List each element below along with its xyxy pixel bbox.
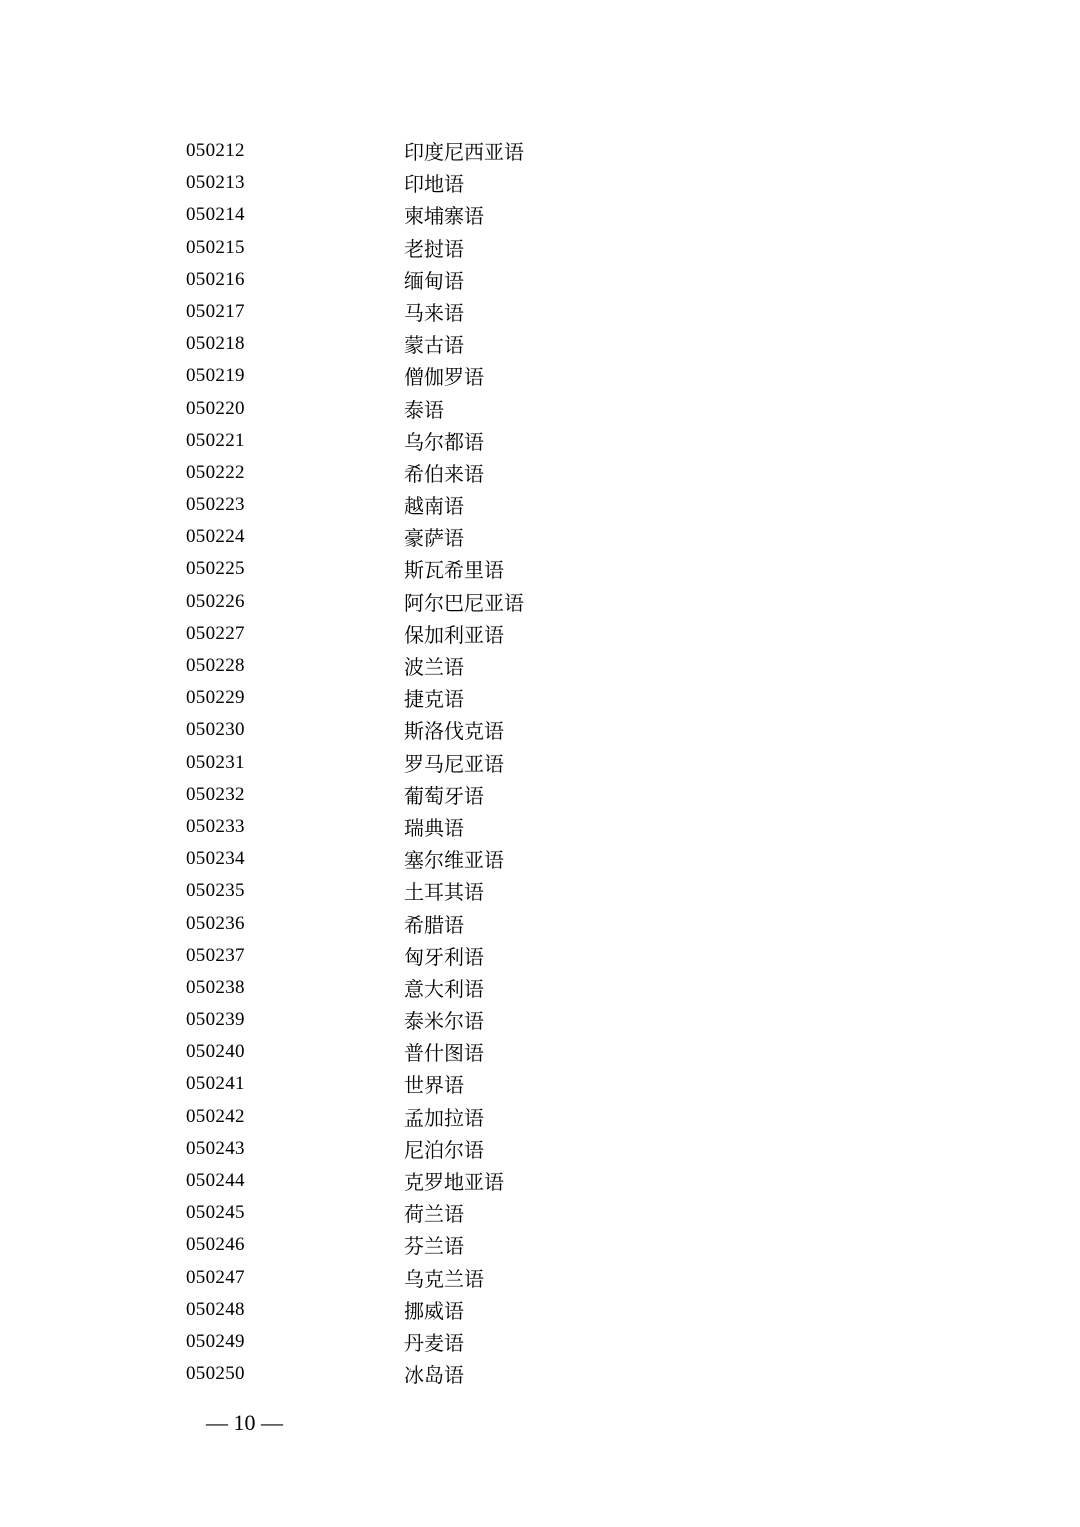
- list-item: [0, 747, 1080, 779]
- program-name: 孟加拉语: [404, 1105, 484, 1130]
- list-item: [0, 908, 1080, 940]
- program-name: 印度尼西亚语: [404, 140, 524, 164]
- program-name: 蒙古语: [404, 333, 464, 358]
- program-name: 瑞典语: [404, 815, 464, 840]
- list-item: [0, 586, 1080, 618]
- program-code: 050220: [186, 397, 245, 419]
- list-item: [0, 328, 1080, 360]
- program-name: 僧伽罗语: [404, 365, 484, 390]
- program-code: 050239: [186, 1009, 245, 1031]
- program-name: 越南语: [404, 494, 464, 519]
- program-code: 050245: [186, 1202, 245, 1224]
- program-code: 050250: [186, 1363, 245, 1385]
- list-item: [0, 940, 1080, 972]
- list-item: [0, 779, 1080, 811]
- program-list: [0, 135, 1080, 1390]
- program-code: 050213: [186, 172, 245, 194]
- program-code: 050227: [186, 622, 245, 644]
- list-item: [0, 1294, 1080, 1326]
- list-item: [0, 167, 1080, 199]
- program-name: 乌克兰语: [404, 1266, 484, 1291]
- list-item: [0, 393, 1080, 425]
- program-code: 050235: [186, 880, 245, 902]
- program-code: 050214: [186, 204, 245, 226]
- program-code: 050229: [186, 687, 245, 709]
- program-name: 保加利亚语: [404, 622, 504, 647]
- program-code: 050228: [186, 655, 245, 676]
- program-code: 050218: [186, 333, 245, 355]
- program-name: 斯洛伐克语: [404, 719, 504, 744]
- list-item: [0, 425, 1080, 457]
- program-code: 050226: [186, 590, 245, 612]
- list-item: [0, 682, 1080, 714]
- program-code: 050238: [186, 976, 245, 998]
- program-name: 泰语: [404, 397, 444, 422]
- program-name: 老挝语: [404, 236, 464, 261]
- list-item: [0, 618, 1080, 650]
- program-name: 世界语: [404, 1073, 464, 1098]
- program-name: 马来语: [404, 300, 464, 325]
- program-name: 土耳其语: [404, 880, 484, 905]
- program-name: 罗马尼亚语: [404, 751, 504, 776]
- list-item: [0, 1068, 1080, 1100]
- program-code: 050231: [186, 751, 245, 773]
- program-name: 普什图语: [404, 1041, 484, 1066]
- program-name: 芬兰语: [404, 1234, 464, 1259]
- list-item: [0, 199, 1080, 231]
- program-code: 050232: [186, 783, 245, 805]
- program-code: 050225: [186, 558, 245, 580]
- program-code: 050244: [186, 1170, 245, 1191]
- list-item: [0, 1326, 1080, 1358]
- program-code: 050234: [186, 848, 245, 870]
- list-item: [0, 264, 1080, 296]
- program-name: 丹麦语: [404, 1330, 464, 1355]
- program-name: 意大利语: [404, 976, 484, 1001]
- list-item: [0, 296, 1080, 328]
- program-name: 豪萨语: [404, 526, 464, 551]
- program-name: 缅甸语: [404, 268, 464, 293]
- list-item: [0, 972, 1080, 1004]
- program-code: 050240: [186, 1041, 245, 1063]
- program-code: 050230: [186, 719, 245, 741]
- program-name: 克罗地亚语: [404, 1170, 504, 1194]
- program-code: 050247: [186, 1266, 245, 1288]
- program-code: 050223: [186, 494, 245, 516]
- program-code: 050215: [186, 236, 245, 258]
- program-name: 捷克语: [404, 687, 464, 712]
- program-code: 050219: [186, 365, 245, 387]
- program-name: 斯瓦希里语: [404, 558, 504, 583]
- program-name: 波兰语: [404, 655, 464, 679]
- list-item: [0, 714, 1080, 746]
- program-code: 050243: [186, 1137, 245, 1159]
- program-code: 050222: [186, 461, 245, 483]
- list-item: [0, 1133, 1080, 1165]
- list-item: [0, 553, 1080, 585]
- program-name: 泰米尔语: [404, 1009, 484, 1034]
- list-item: [0, 489, 1080, 521]
- list-item: [0, 650, 1080, 682]
- program-code: 050212: [186, 140, 245, 161]
- list-item: [0, 875, 1080, 907]
- program-name: 柬埔寨语: [404, 204, 484, 229]
- program-code: 050216: [186, 268, 245, 290]
- program-code: 050248: [186, 1298, 245, 1320]
- program-code: 050221: [186, 429, 245, 451]
- list-item: [0, 1165, 1080, 1197]
- list-item: [0, 1036, 1080, 1068]
- list-item: [0, 1358, 1080, 1390]
- program-name: 匈牙利语: [404, 944, 484, 969]
- list-item: [0, 1229, 1080, 1261]
- program-name: 乌尔都语: [404, 429, 484, 454]
- program-code: 050246: [186, 1234, 245, 1256]
- program-name: 冰岛语: [404, 1363, 464, 1388]
- list-item: [0, 1004, 1080, 1036]
- program-code: 050249: [186, 1330, 245, 1352]
- program-code: 050233: [186, 815, 245, 837]
- list-item: [0, 811, 1080, 843]
- program-name: 希腊语: [404, 912, 464, 937]
- list-item: [0, 1262, 1080, 1294]
- program-code: 050224: [186, 526, 245, 548]
- program-name: 葡萄牙语: [404, 783, 484, 808]
- program-name: 阿尔巴尼亚语: [404, 590, 524, 615]
- list-item: [0, 360, 1080, 392]
- program-name: 挪威语: [404, 1298, 464, 1323]
- program-code: 050236: [186, 912, 245, 934]
- program-name: 印地语: [404, 172, 464, 197]
- list-item: [0, 843, 1080, 875]
- program-name: 荷兰语: [404, 1202, 464, 1227]
- list-item: [0, 521, 1080, 553]
- program-code: 050217: [186, 300, 245, 322]
- program-name: 希伯来语: [404, 461, 484, 486]
- program-code: 050241: [186, 1073, 245, 1095]
- list-item: [0, 232, 1080, 264]
- program-name: 塞尔维亚语: [404, 848, 504, 873]
- page-number: — 10 —: [206, 1410, 283, 1435]
- list-item: [0, 1197, 1080, 1229]
- list-item: [0, 1101, 1080, 1133]
- program-code: 050237: [186, 944, 245, 966]
- program-code: 050242: [186, 1105, 245, 1127]
- list-item: [0, 457, 1080, 489]
- program-name: 尼泊尔语: [404, 1137, 484, 1162]
- list-item: [0, 135, 1080, 167]
